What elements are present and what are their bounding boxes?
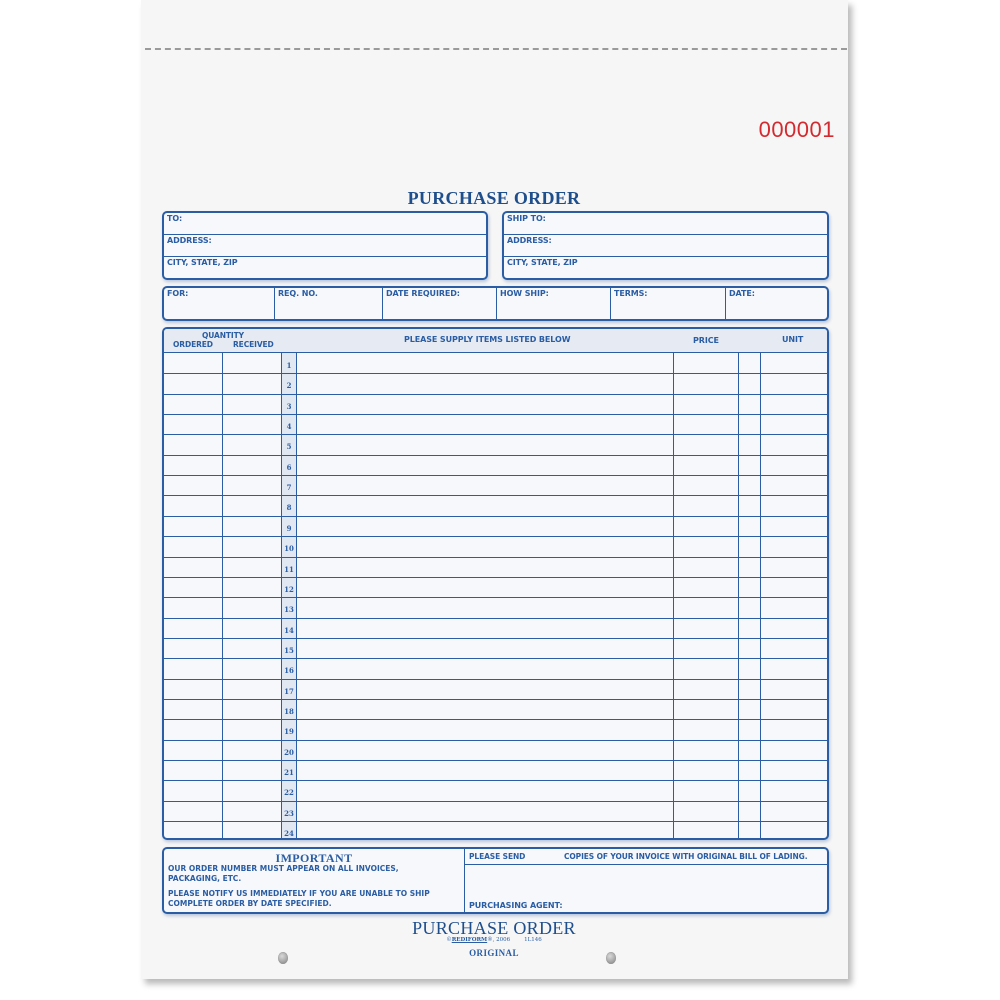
description-header: PLEASE SUPPLY ITEMS LISTED BELOW <box>404 335 571 344</box>
row-number: 1 <box>286 361 292 370</box>
form-title: PURCHASE ORDER <box>407 188 581 208</box>
table-row[interactable] <box>164 679 827 699</box>
table-row[interactable] <box>164 394 827 414</box>
important-heading: IMPORTANT <box>275 851 353 865</box>
important-text-line: COMPLETE ORDER BY DATE SPECIFIED. <box>168 899 332 908</box>
row-number: 23 <box>284 808 294 818</box>
table-row[interactable] <box>164 373 827 393</box>
divider <box>464 849 465 912</box>
table-row[interactable] <box>164 455 827 475</box>
divider <box>164 256 486 257</box>
divider <box>725 288 726 319</box>
row-number: 20 <box>284 747 294 757</box>
footer-title: PURCHASE ORDER <box>412 918 576 938</box>
row-number: 21 <box>284 768 294 777</box>
items-table <box>162 327 829 840</box>
notes-box <box>162 847 829 914</box>
to-address-box <box>162 211 488 280</box>
row-number: 5 <box>286 442 292 452</box>
row-number: 3 <box>286 401 292 411</box>
please-send-field[interactable]: PLEASE SEND <box>469 852 526 861</box>
divider <box>504 234 827 235</box>
table-row[interactable] <box>164 658 827 678</box>
order-info-row <box>162 286 829 321</box>
received-header: RECEIVED <box>233 340 274 349</box>
row-number: 6 <box>286 462 292 472</box>
copyright-year: ®, 2006 <box>487 937 511 943</box>
serial-number: 000001 <box>758 117 835 142</box>
table-row[interactable] <box>164 760 827 780</box>
purchasing-agent-field[interactable]: PURCHASING AGENT: <box>469 901 563 910</box>
table-row[interactable] <box>164 699 827 719</box>
table-row[interactable] <box>164 557 827 577</box>
punch-hole <box>606 952 616 964</box>
table-row[interactable] <box>164 801 827 821</box>
req-no-field[interactable]: REQ. NO. <box>278 289 318 298</box>
table-row[interactable] <box>164 618 827 638</box>
divider <box>610 288 611 319</box>
table-row[interactable] <box>164 719 827 739</box>
divider <box>274 288 275 319</box>
row-number: 13 <box>284 605 294 615</box>
row-number: 18 <box>284 706 294 716</box>
ship-to-address-field[interactable]: ADDRESS: <box>507 236 552 245</box>
row-number: 4 <box>286 422 292 432</box>
copyright-symbol: © <box>446 937 452 943</box>
table-row[interactable] <box>164 821 827 840</box>
to-city-state-zip-field[interactable]: CITY, STATE, ZIP <box>167 258 238 267</box>
ship-to-address-box <box>502 211 829 280</box>
row-number: 10 <box>284 544 294 554</box>
ship-to-city-state-zip-field[interactable]: CITY, STATE, ZIP <box>507 258 578 267</box>
price-header: PRICE <box>693 336 719 345</box>
to-field[interactable]: TO: <box>167 214 183 223</box>
row-number: 17 <box>284 686 294 696</box>
perforation-line <box>145 48 847 50</box>
table-row[interactable] <box>164 577 827 597</box>
row-number: 7 <box>286 483 292 493</box>
date-required-field[interactable]: DATE REQUIRED: <box>386 289 460 298</box>
quantity-header: QUANTITY <box>202 331 244 340</box>
copyright-line <box>300 937 688 943</box>
table-row[interactable] <box>164 780 827 800</box>
row-number: 16 <box>284 666 294 676</box>
terms-field[interactable]: TERMS: <box>614 289 648 298</box>
table-row[interactable] <box>164 495 827 515</box>
row-number: 9 <box>286 523 292 533</box>
row-number: 19 <box>284 727 294 737</box>
for-field[interactable]: FOR: <box>167 289 189 298</box>
punch-hole <box>278 952 288 964</box>
row-number: 11 <box>284 564 294 574</box>
copy-label: ORIGINAL <box>469 948 519 958</box>
divider <box>496 288 497 319</box>
table-row[interactable] <box>164 475 827 495</box>
row-number: 12 <box>284 584 294 594</box>
table-row[interactable] <box>164 536 827 556</box>
unit-header: UNIT <box>782 335 804 344</box>
important-text-line: OUR ORDER NUMBER MUST APPEAR ON ALL INVOICES, <box>168 864 399 873</box>
table-row[interactable] <box>164 414 827 434</box>
row-number: 8 <box>286 503 292 513</box>
divider <box>382 288 383 319</box>
how-ship-field[interactable]: HOW SHIP: <box>500 289 549 298</box>
table-row[interactable] <box>164 434 827 454</box>
copies-instruction: COPIES OF YOUR INVOICE WITH ORIGINAL BILL OF LADING. <box>564 852 808 861</box>
row-number: 14 <box>284 625 294 635</box>
table-row[interactable] <box>164 516 827 536</box>
row-number: 24 <box>284 829 294 839</box>
row-number: 22 <box>284 788 294 798</box>
table-row[interactable] <box>164 597 827 617</box>
ship-to-field[interactable]: SHIP TO: <box>507 214 546 223</box>
table-row[interactable] <box>164 740 827 760</box>
row-number: 2 <box>286 381 292 391</box>
important-text-line: PACKAGING, ETC. <box>168 874 242 883</box>
to-address-field[interactable]: ADDRESS: <box>167 236 212 245</box>
important-text-line: PLEASE NOTIFY US IMMEDIATELY IF YOU ARE UNABLE TO SHIP <box>168 889 430 898</box>
divider <box>504 256 827 257</box>
table-row[interactable] <box>164 353 827 373</box>
date-field[interactable]: DATE: <box>729 289 755 298</box>
divider <box>464 864 827 865</box>
form-code: 1L146 <box>524 937 542 943</box>
row-number: 15 <box>284 645 294 655</box>
divider <box>164 234 486 235</box>
brand-name: REDIFORM <box>451 937 488 943</box>
ordered-header: ORDERED <box>173 340 213 349</box>
table-row[interactable] <box>164 638 827 658</box>
